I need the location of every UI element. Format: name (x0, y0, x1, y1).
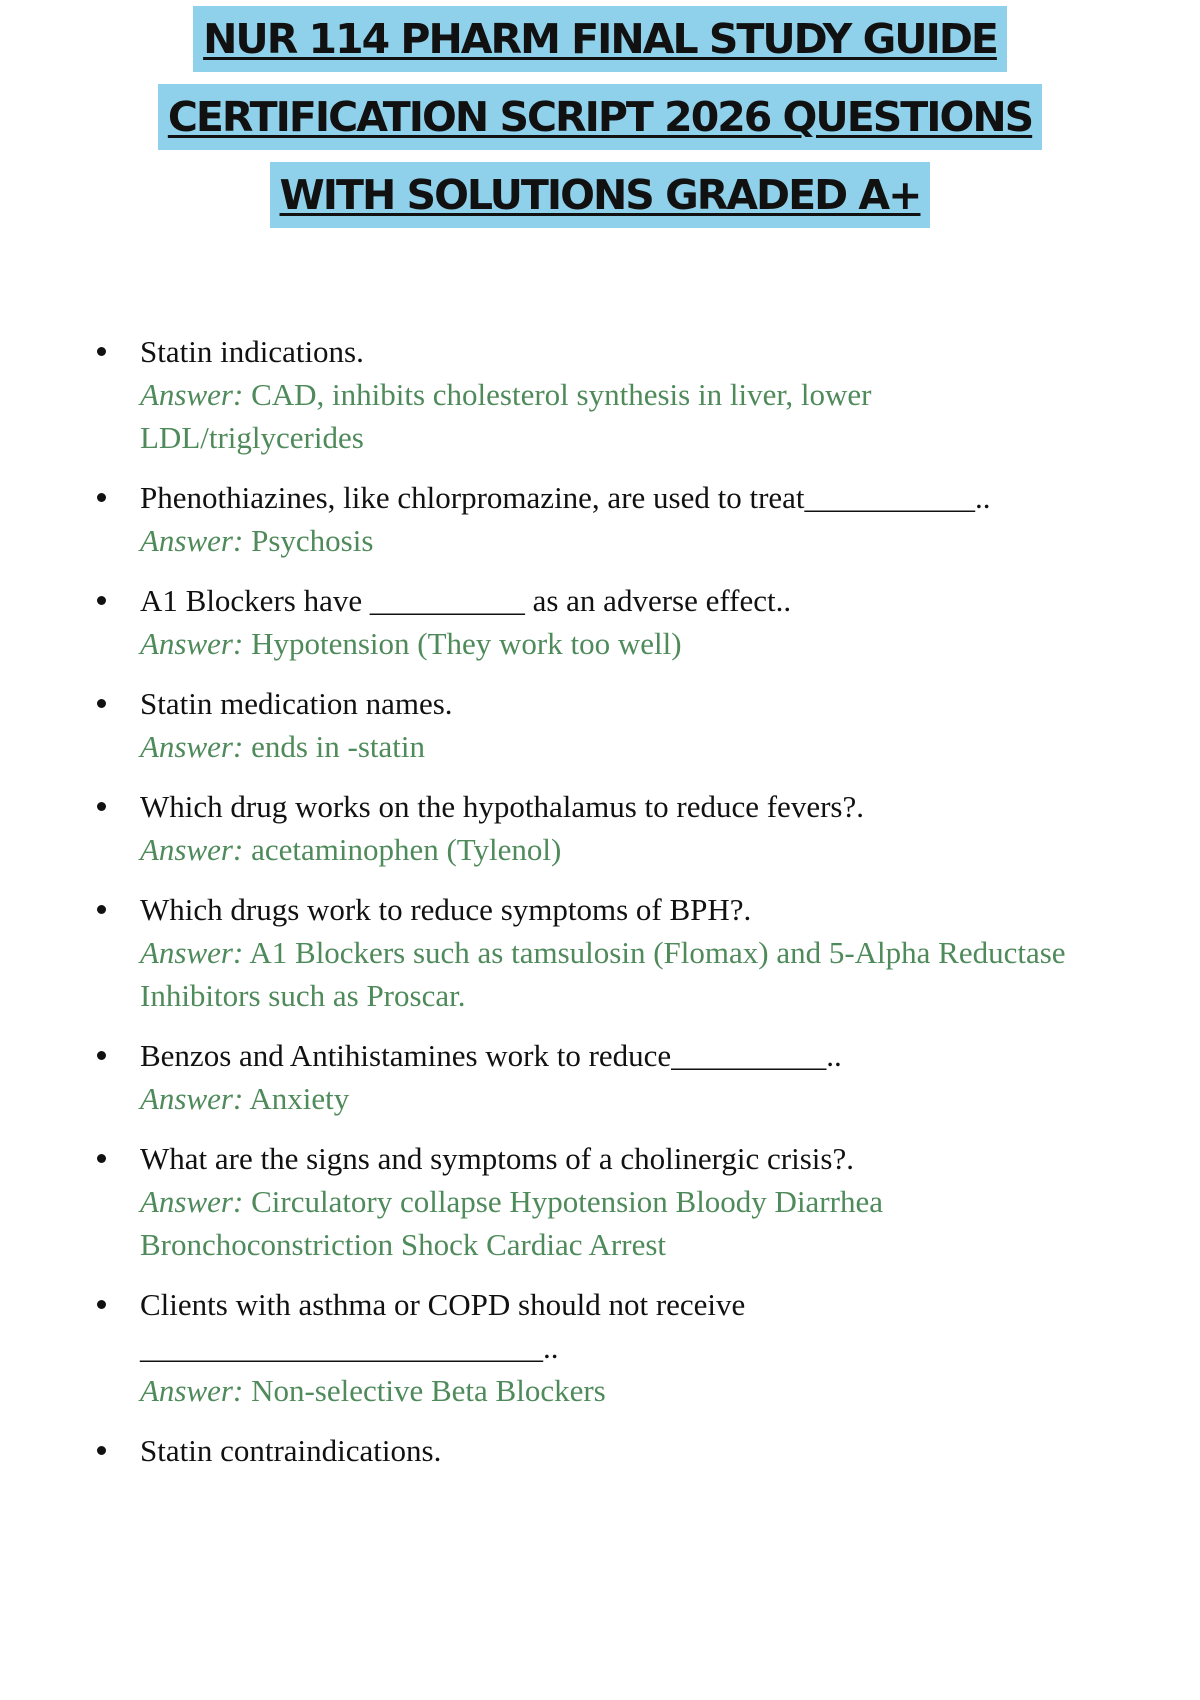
qa-item-8 (96, 1137, 1116, 1266)
answer-text (140, 622, 1116, 665)
answer-label: Answer: (140, 832, 244, 867)
title-line-2 (0, 84, 1200, 150)
qa-item-7 (96, 1034, 1116, 1120)
answer-text (140, 1077, 1116, 1120)
question-text: A1 Blockers have __________ as an adverse effect.. (140, 583, 792, 618)
bullet-icon (96, 785, 106, 828)
bullet-icon (96, 330, 106, 373)
title-text-3: WITH SOLUTIONS GRADED A+ (270, 162, 931, 228)
qa-item-3 (96, 579, 1116, 665)
answer-label: Answer: (140, 935, 244, 970)
question-list (96, 330, 1116, 1489)
answer-value: Circulatory collapse Hypotension Bloody Diarrhea (251, 1184, 883, 1219)
answer-value: Non-selective Beta Blockers (251, 1373, 606, 1408)
qa-item-2 (96, 476, 1116, 562)
answer-text-continued: Inhibitors such as Proscar. (140, 978, 466, 1013)
answer-value: acetaminophen (Tylenol) (251, 832, 562, 867)
qa-item-9 (96, 1283, 1116, 1412)
answer-text (140, 725, 1116, 768)
answer-value: A1 Blockers such as tamsulosin (Flomax) and 5-Alpha Reductase (249, 935, 1066, 970)
answer-label: Answer: (140, 626, 244, 661)
bullet-icon (96, 1034, 106, 1077)
bullet-icon (96, 1137, 106, 1180)
question-text: Which drug works on the hypothalamus to reduce fevers?. (140, 789, 864, 824)
qa-item-6 (96, 888, 1116, 1017)
answer-label: Answer: (140, 523, 244, 558)
answer-text (140, 931, 1116, 974)
bullet-icon (96, 1429, 106, 1472)
answer-value: Hypotension (They work too well) (251, 626, 682, 661)
answer-value: Psychosis (251, 523, 374, 558)
answer-text (140, 828, 1116, 871)
answer-label: Answer: (140, 377, 244, 412)
question-text: What are the signs and symptoms of a cholinergic crisis?. (140, 1141, 854, 1176)
question-text: Statin contraindications. (140, 1433, 442, 1468)
bullet-icon (96, 476, 106, 519)
bullet-icon (96, 1283, 106, 1326)
answer-value: Anxiety (249, 1081, 350, 1116)
title-line-3 (0, 162, 1200, 228)
answer-label: Answer: (140, 1081, 244, 1116)
question-text: Benzos and Antihistamines work to reduce__________.. (140, 1038, 842, 1073)
answer-text-continued: Bronchoconstriction Shock Cardiac Arrest (140, 1227, 667, 1262)
answer-label: Answer: (140, 1373, 244, 1408)
answer-label: Answer: (140, 1184, 244, 1219)
qa-item-10 (96, 1429, 1116, 1472)
question-text: Clients with asthma or COPD should not receive (140, 1287, 746, 1322)
title-text-1: NUR 114 PHARM FINAL STUDY GUIDE (193, 6, 1007, 72)
answer-text-continued: LDL/triglycerides (140, 420, 364, 455)
answer-text (140, 1180, 1116, 1223)
answer-text (140, 373, 1116, 416)
answer-value: CAD, inhibits cholesterol synthesis in liver, lower (251, 377, 872, 412)
bullet-icon (96, 888, 106, 931)
title-text-2: CERTIFICATION SCRIPT 2026 QUESTIONS (158, 84, 1042, 150)
answer-text (140, 1369, 1116, 1412)
bullet-icon (96, 579, 106, 622)
question-text: Statin indications. (140, 334, 364, 369)
title-line-1 (0, 6, 1200, 72)
qa-item-1 (96, 330, 1116, 459)
question-text: Statin medication names. (140, 686, 453, 721)
qa-item-5 (96, 785, 1116, 871)
bullet-icon (96, 682, 106, 725)
answer-value: ends in -statin (251, 729, 425, 764)
answer-label: Answer: (140, 729, 244, 764)
document-title (0, 6, 1200, 228)
question-blank-line: __________________________.. (140, 1330, 559, 1365)
question-text: Phenothiazines, like chlorpromazine, are used to treat___________.. (140, 480, 991, 515)
answer-text (140, 519, 1116, 562)
question-text: Which drugs work to reduce symptoms of BPH?. (140, 892, 752, 927)
qa-item-4 (96, 682, 1116, 768)
